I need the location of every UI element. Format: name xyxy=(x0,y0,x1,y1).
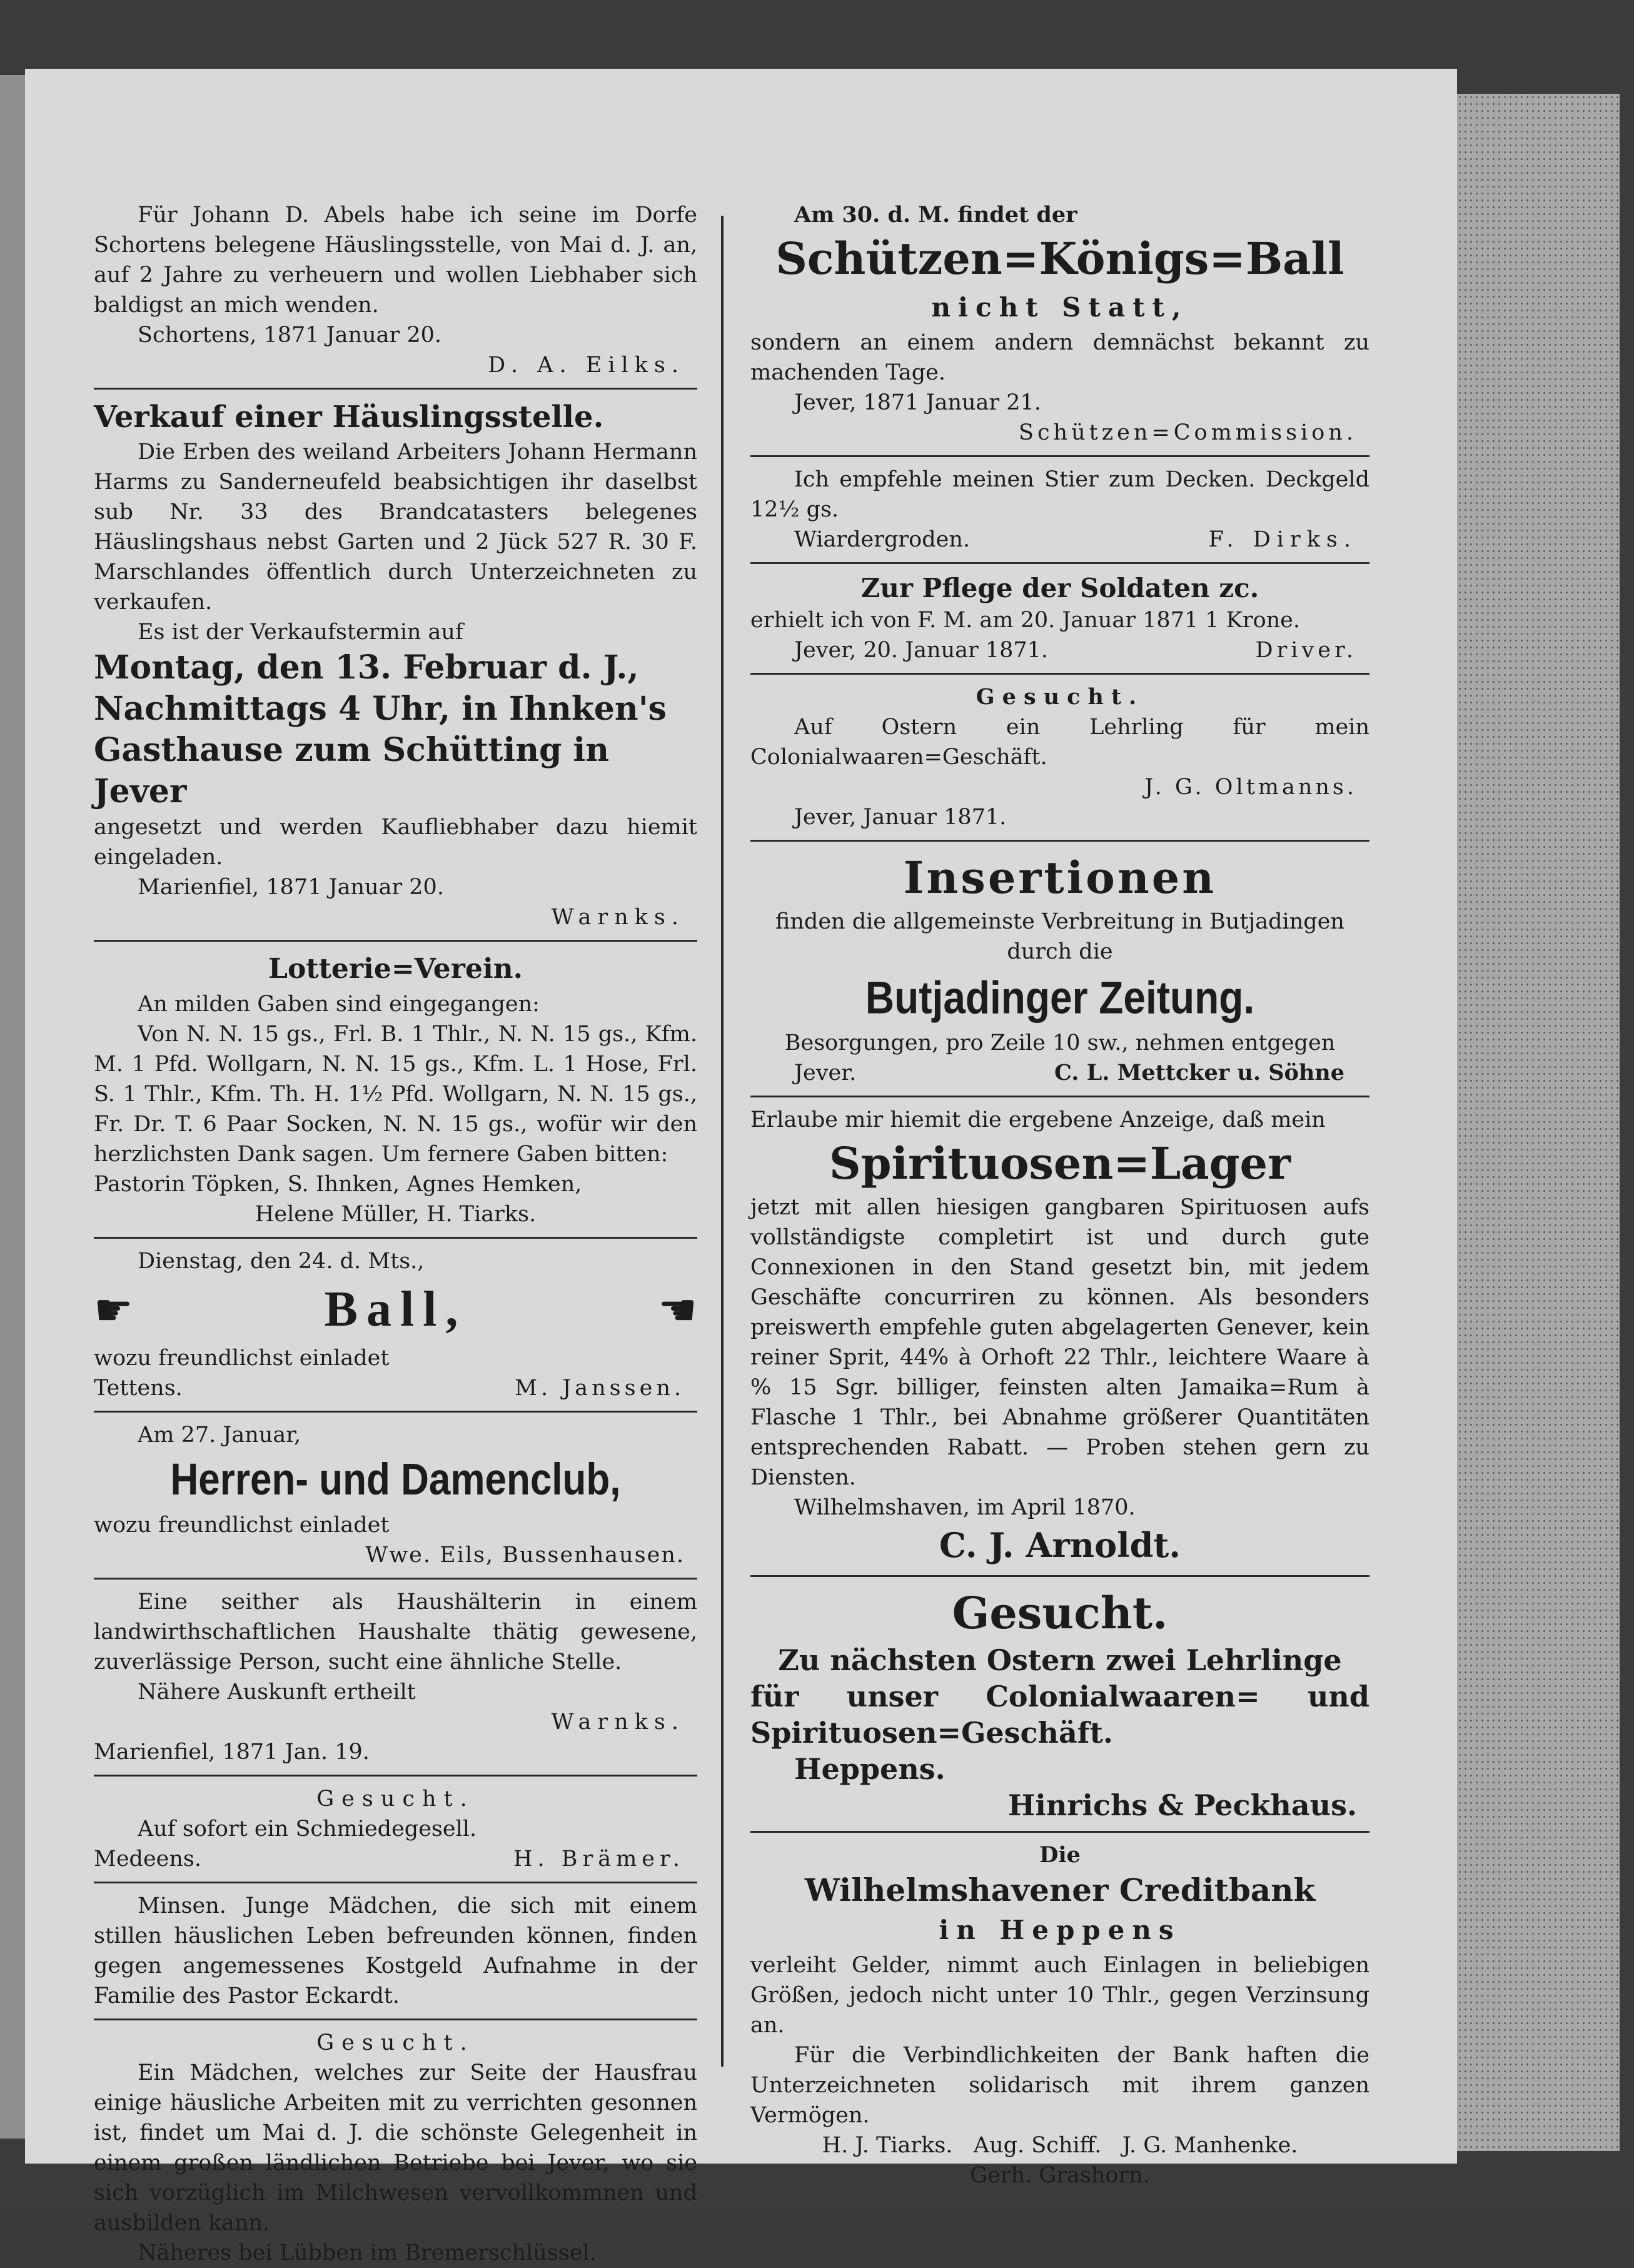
names: H. J. Tiarks. Aug. Schiff. J. G. Manhenke. xyxy=(822,2133,1298,2158)
ad-text: Von N. N. 15 gs., Frl. B. 1 Thlr., N. N. 15 gs., Kfm. M. 1 Pfd. Wollgarn, N. N. 15 gs., Kfm. L. 1 Hose, Frl. S. 1 Thlr., Kfm. Th. H. 1½ Pfd. Wollgarn, N. N. 15 gs., Fr. Dr. T. 6 Paar Socken, N. N. 15 gs., wofür wir den herzlichsten Dank sagen. Um fernere Gaben bitten: xyxy=(94,1022,697,1167)
ad-title: Spirituosen=Lager xyxy=(829,1137,1291,1189)
signature: Hinrichs & Peckhaus. xyxy=(1007,1788,1357,1822)
place-signature-row xyxy=(750,635,1369,665)
divider xyxy=(94,1578,697,1580)
ball-banner xyxy=(94,1281,697,1338)
ad-text: Auf Ostern ein Lehrling für mein Colonialwaaren=Geschäft. xyxy=(750,715,1369,770)
divider xyxy=(750,840,1369,842)
ad-lehrlinge xyxy=(750,1585,1369,1823)
ad-insertionen xyxy=(750,849,1369,1088)
ad-intro: An milden Gaben sind eingegangen: xyxy=(138,992,540,1017)
ad-line: Spirituosen=Geschäft. xyxy=(750,1716,1113,1750)
ad-line: Zu nächsten Ostern zwei Lehrlinge xyxy=(778,1643,1342,1677)
ad-text: jetzt mit allen hiesigen gangbaren Spirituosen aufs vollständigste completirt ist und durch gute Connexionen in den Stand gesetzt bin, mit jedem Geschäfte concurriren zu können. Als besonders preiswerth empfehle guten abgelagerten Genever, kein reiner Sprit, 44% à Orhoft 22 Thlr., leichtere Waare à % 15 Sgr. billiger, feinsten alten Jamaika=Rum à Flasche 1 Thlr., bei Abnahme größerer Quantitäten entsprechenden Rabatt. — Proben stehen gern zu Diensten. xyxy=(750,1195,1369,1490)
ad-info: Nähere Auskunft ertheilt xyxy=(138,1680,416,1705)
divider xyxy=(94,388,697,390)
ad-text: Besorgungen, pro Zeile 10 sw., nehmen entgegen xyxy=(784,1031,1336,1056)
ad-text: Für Johann D. Abels habe ich seine im Dorfe Schortens belegene Häuslingsstelle, von Mai d. J. an, auf 2 Jahre zu verheuern und wollen Liebhaber sich baldigst an mich wenden. xyxy=(94,203,697,318)
ad-lotterie xyxy=(94,949,697,1229)
names: Pastorin Töpken, S. Ihnken, Agnes Hemken, xyxy=(94,1172,582,1197)
place-date: Jever, 20. Januar 1871. xyxy=(794,638,1049,663)
signature: Driver. xyxy=(1255,638,1357,663)
ad-intro-text: Am 30. d. M. findet der xyxy=(794,202,1077,228)
signature: H. Brämer. xyxy=(513,1847,685,1872)
ad-intro: Es ist der Verkaufstermin auf xyxy=(138,620,463,645)
signature: M. Janssen. xyxy=(515,1376,685,1401)
place-date: Jever, Januar 1871. xyxy=(794,805,1007,830)
signature: Schützen=Commission. xyxy=(1018,420,1357,445)
signature: C. J. Arnoldt. xyxy=(939,1525,1181,1565)
names: Gerh. Grashorn. xyxy=(970,2163,1150,2188)
ad-text: durch die xyxy=(1007,939,1113,964)
ad-title: Insertionen xyxy=(903,852,1217,904)
ad-die: Die xyxy=(1039,1842,1081,1868)
divider xyxy=(94,1411,697,1413)
ad-stier xyxy=(750,465,1369,555)
ad-spirituosen xyxy=(750,1105,1369,1568)
ad-title: Gesucht. xyxy=(952,1587,1168,1639)
divider xyxy=(750,562,1369,564)
newspaper-name: Butjadinger Zeitung. xyxy=(865,971,1255,1024)
ad-text: verleiht Gelder, nimmt auch Einlagen in beliebigen Größen, jedoch nicht unter 10 Thlr., gegen Verzinsung an. xyxy=(750,1953,1369,2038)
divider xyxy=(750,1096,1369,1097)
place-date: Jever, 1871 Januar 21. xyxy=(794,390,1041,415)
pointing-hand-left-icon: ☚ xyxy=(658,1284,697,1336)
ad-date: Dienstag, den 24. d. Mts., xyxy=(138,1249,425,1274)
ad-title: Gesucht. xyxy=(316,2030,475,2055)
ad-haushaelterin xyxy=(94,1587,697,1767)
ad-minsen xyxy=(94,1891,697,2011)
ad-creditbank xyxy=(750,1840,1369,2190)
ad-text: Ich empfehle meinen Stier zum Decken. Deckgeld 12½ gs. xyxy=(750,467,1369,522)
signature: Warnks. xyxy=(551,905,685,930)
ad-abels xyxy=(94,200,697,380)
ad-soldaten xyxy=(750,572,1369,665)
ad-subtitle: nicht Statt, xyxy=(931,292,1189,323)
place-firm-row xyxy=(750,1058,1369,1088)
ad-title: Gesucht. xyxy=(316,1787,475,1812)
ad-title: Zur Pflege der Soldaten zc. xyxy=(860,573,1259,603)
divider xyxy=(94,1775,697,1777)
ad-text: Ein Mädchen, welches zur Seite der Hausfrau einige häusliche Arbeiten mit zu verrichten gesonnen ist, findet um Mai d. J. die schönste Gelegenheit in einem großen ländlichen Betriebe bei Jever, wo sie sich vorzüglich im Milchwesen vervollkommnen und ausbilden kann. xyxy=(94,2060,697,2235)
signature: F. Dirks. xyxy=(1208,527,1357,552)
place-signature-row xyxy=(94,1373,697,1403)
ad-intro: Erlaube mir hiemit die ergebene Anzeige, daß mein xyxy=(750,1107,1326,1132)
ad-text: erhielt ich von F. M. am 20. Januar 1871 1 Krone. xyxy=(750,608,1301,633)
place-date: Schortens, 1871 Januar 20. xyxy=(138,323,442,348)
divider xyxy=(94,2019,697,2020)
ad-intro xyxy=(750,200,1369,230)
page-stack-edge xyxy=(1457,94,1620,2151)
place-signature-row xyxy=(94,1844,697,1874)
place: Jever. xyxy=(794,1061,857,1086)
place-date: Wilhelmshaven, im April 1870. xyxy=(794,1495,1136,1520)
signature: J. G. Oltmanns. xyxy=(1144,775,1357,800)
ad-koenigsball xyxy=(750,200,1369,448)
ad-text: Auf sofort ein Schmiedegesell. xyxy=(138,1817,477,1842)
ad-title: Verkauf einer Häuslingsstelle. xyxy=(94,400,604,435)
place-signature-row xyxy=(750,525,1369,555)
left-column xyxy=(94,200,697,2268)
ad-title: Gesucht. xyxy=(976,684,1144,710)
big-line: Nachmittags 4 Uhr, in Ihnken's xyxy=(94,690,667,728)
ad-info: Näheres bei Lübben im Bremerschlüssel. xyxy=(138,2240,597,2265)
big-line: Montag, den 13. Februar d. J., xyxy=(94,648,639,687)
place-date: Marienfiel, 1871 Jan. 19. xyxy=(94,1740,370,1765)
signature: Wwe. Eils, Bussenhausen. xyxy=(365,1543,685,1568)
ad-verkauf xyxy=(94,397,697,932)
divider xyxy=(94,1882,697,1883)
ad-text: finden die allgemeinste Verbreitung in Butjadingen xyxy=(775,909,1344,934)
firm-name: C. L. Mettcker u. Söhne xyxy=(1054,1060,1344,1086)
ad-text: angesetzt und werden Kaufliebhaber dazu hiemit eingeladen. xyxy=(94,815,697,870)
ad-ball xyxy=(94,1246,697,1403)
divider xyxy=(750,1575,1369,1577)
names: Helene Müller, H. Tiarks. xyxy=(255,1202,537,1227)
signature: Warnks. xyxy=(551,1710,685,1735)
divider xyxy=(750,673,1369,675)
ad-title: Schützen=Königs=Ball xyxy=(775,233,1344,285)
ad-lehrling xyxy=(750,682,1369,832)
divider xyxy=(94,1237,697,1239)
place: Tettens. xyxy=(94,1376,183,1401)
ad-title: Wilhelmshavener Creditbank xyxy=(804,1872,1316,1908)
place: Wiardergroden. xyxy=(794,527,970,552)
big-line: Gasthause zum Schütting in Jever xyxy=(94,731,610,810)
ad-title: Herren- und Damenclub, xyxy=(170,1454,621,1505)
signature: D. A. Eilks. xyxy=(488,353,685,378)
ad-text: Minsen. Junge Mädchen, die sich mit einem stillen häuslichen Leben befreunden können, finden gegen angemessenes Kostgeld Aufnahme in der Familie des Pastor Eckardt. xyxy=(94,1893,697,2008)
divider xyxy=(750,455,1369,457)
ad-maedchen xyxy=(94,2028,697,2268)
ad-line: für unser Colonialwaaren= und xyxy=(750,1680,1369,1713)
ad-text: wozu freundlichst einladet xyxy=(94,1346,390,1371)
ad-club xyxy=(94,1420,697,1570)
ad-subtitle: in Heppens xyxy=(939,1915,1181,1945)
ad-text: Für die Verbindlichkeiten der Bank haften die Unterzeichneten solidarisch mit ihrem ganzen Vermögen. xyxy=(750,2043,1369,2128)
column-divider xyxy=(721,216,724,2067)
divider xyxy=(94,940,697,942)
place-date: Marienfiel, 1871 Januar 20. xyxy=(138,875,444,900)
place: Medeens. xyxy=(94,1847,202,1872)
ad-text: Die Erben des weiland Arbeiters Johann Hermann Harms zu Sanderneufeld beabsichtigen ihr daselbst sub Nr. 33 des Brandcatasters belegenes Häuslingshaus nebst Garten und 2 Jück 527 R. 30 F. Marschlandes öffentlich durch Unterzeichneten zu verkaufen. xyxy=(94,440,697,615)
ad-text: wozu freundlichst einladet xyxy=(94,1513,390,1538)
pointing-hand-right-icon: ☛ xyxy=(94,1284,133,1336)
ad-title: Lotterie=Verein. xyxy=(268,953,523,985)
place: Heppens. xyxy=(794,1752,946,1786)
ad-title: Ball, xyxy=(324,1282,467,1337)
ad-schmied xyxy=(94,1784,697,1874)
ad-text: Eine seither als Haushälterin in einem landwirthschaftlichen Haushalte thätig gewesene, zuverlässige Person, sucht eine ähnliche Stelle. xyxy=(94,1590,697,1675)
ad-date: Am 27. Januar, xyxy=(138,1423,301,1448)
right-column xyxy=(750,200,1369,2190)
ad-text: sondern an einem andern demnächst bekannt zu machenden Tage. xyxy=(750,330,1369,385)
divider xyxy=(750,1831,1369,1833)
